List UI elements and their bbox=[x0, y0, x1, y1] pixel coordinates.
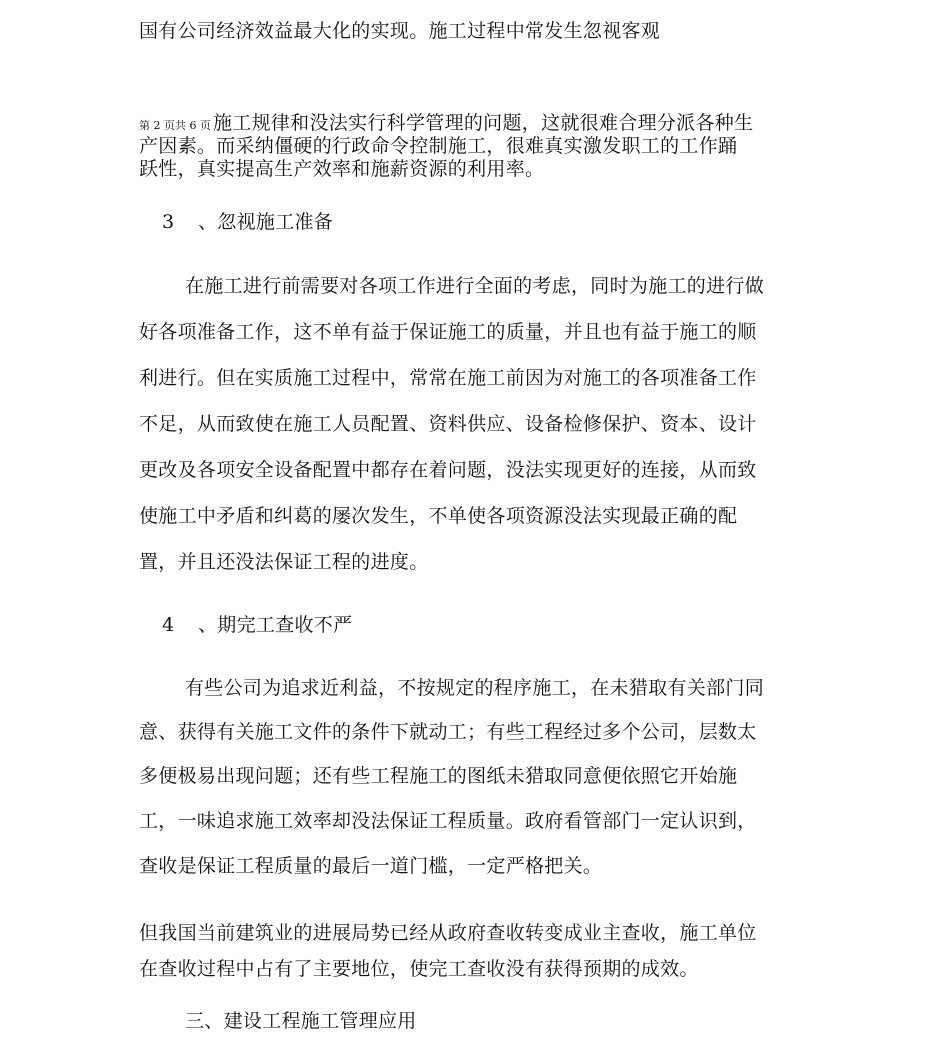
heading-text: 、期完工查收不严 bbox=[198, 614, 353, 636]
paragraph-line: 置，并且还没法保证工程的进度。 bbox=[139, 551, 429, 573]
paragraph-line: 跃性，真实提高生产效率和施薪资源的利用率。 bbox=[139, 158, 545, 180]
paragraph-line: 在查收过程中占有了主要地位，使完工查收没有获得预期的成效。 bbox=[139, 958, 699, 980]
paragraph-line: 使施工中矛盾和纠葛的屡次发生，不单使各项资源没法实现最正确的配 bbox=[139, 505, 738, 527]
paragraph-text: 施工规律和没法实行科学管理的问题，这就很难合理分派各种生 bbox=[212, 112, 754, 134]
paragraph-line: 利进行。但在实质施工过程中，常常在施工前因为对施工的各项准备工作 bbox=[139, 367, 757, 389]
paragraph-line: 在施工进行前需要对各项工作进行全面的考虑，同时为施工的进行做 bbox=[185, 275, 765, 297]
paragraph-line: 有些公司为追求近利益，不按规定的程序施工，在未猎取有关部门同 bbox=[185, 677, 765, 699]
page-marker: 第 2 页共 6 页 bbox=[139, 119, 211, 132]
section-heading-main: 三、建设工程施工管理应用 bbox=[185, 1010, 417, 1032]
paragraph-line: 工，一味追求施工效率却没法保证工程质量。政府看管部门一定认识到， bbox=[139, 810, 757, 832]
paragraph-line: 意、获得有关施工文件的条件下就动工；有些工程经过多个公司，层数太 bbox=[139, 721, 757, 743]
paragraph-line: 多便极易出现问题；还有些工程施工的图纸未猎取同意便依照它开始施 bbox=[139, 765, 738, 787]
section-heading-4 bbox=[162, 613, 352, 637]
paragraph-line: 产因素。而采纳僵硬的行政命令控制施工，很难真实激发职工的工作踊 bbox=[139, 135, 738, 157]
heading-number: 3 bbox=[162, 211, 175, 233]
heading-number: 4 bbox=[162, 614, 175, 636]
paragraph-line: 但我国当前建筑业的进展局势已经从政府查收转变成业主查收，施工单位 bbox=[139, 922, 757, 944]
paragraph-line: 好各项准备工作，这不单有益于保证施工的质量，并且也有益于施工的顺 bbox=[139, 321, 757, 343]
top-line: 国有公司经济效益最大化的实现。施工过程中常发生忽视客观 bbox=[139, 20, 661, 42]
paragraph-line: 查收是保证工程质量的最后一道门槛，一定严格把关。 bbox=[139, 855, 603, 877]
heading-text: 、忽视施工准备 bbox=[198, 211, 334, 233]
paragraph-line: 更改及各项安全设备配置中都存在着问题，没法实现更好的连接，从而致 bbox=[139, 459, 757, 481]
paragraph-line: 不足，从而致使在施工人员配置、资料供应、设备检修保护、资本、设计 bbox=[139, 413, 757, 435]
section-heading-3 bbox=[162, 210, 333, 234]
